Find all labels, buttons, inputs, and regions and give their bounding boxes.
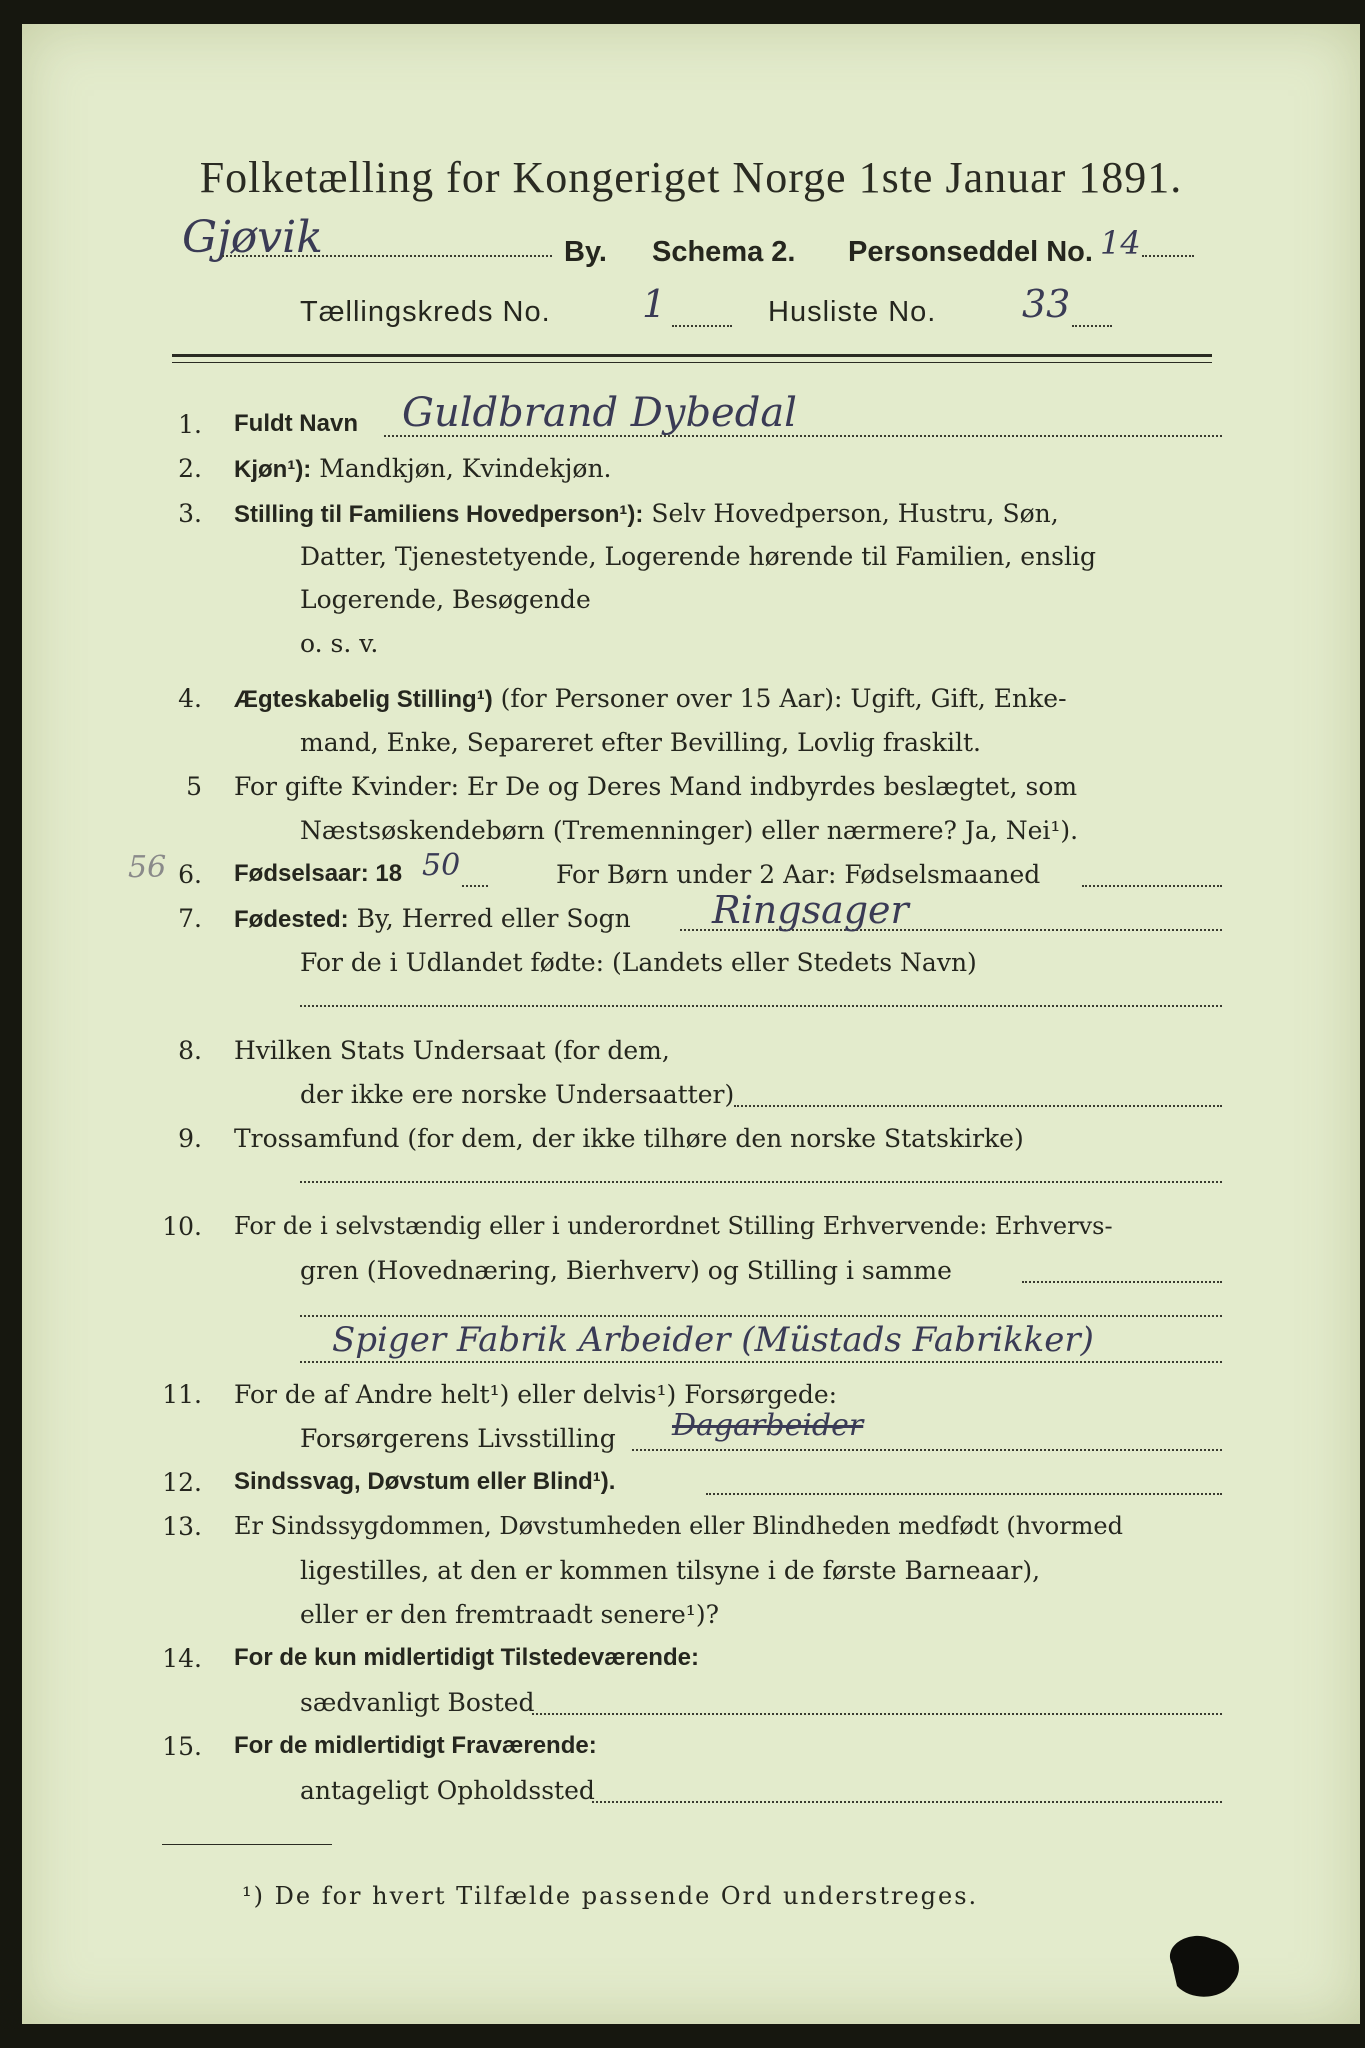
birthplace-handwritten: Ringsager [712,888,909,932]
item-number: 7. [178,904,202,933]
q11-text2: Forsørgerens Livsstilling [300,1424,616,1453]
item-number: 10. [162,1212,202,1241]
q4-line [234,684,1067,714]
kreds-number: 1 [642,282,667,326]
husliste-line [768,294,936,329]
q3-text4: o. s. v. [300,629,379,658]
q6-dots2 [1082,884,1222,887]
occupation-handwritten: Spiger Fabrik Arbeider (Müstads Fabrikker) [332,1320,1094,1360]
q11-text1: For de af Andre helt¹) eller delvis¹) Forsørgede: [234,1380,838,1409]
husliste-label: Husliste No. [768,296,937,328]
q1-label: Fuldt Navn [234,410,358,437]
personseddel-number: 14 [1100,224,1141,262]
q3-line [234,499,1059,529]
q15-text1: For de midlertidigt Fraværende: [234,1732,597,1759]
item-number: 1. [178,410,202,439]
q13-text1: Er Sindssygdommen, Døvstumheden eller Blindheden medfødt (hvormed [234,1512,1123,1540]
q9-dots [300,1180,1222,1183]
q11-dots [632,1448,1222,1451]
q7-label: Fødested: [234,906,349,933]
q7-text: By, Herred eller Sogn [356,904,631,933]
q10-text1: For de i selvstændig eller i underordnet Stilling Erhvervende: Erhvervs- [234,1212,1113,1240]
husliste-number: 33 [1022,282,1071,326]
q3-label: Stilling til Familiens Hovedperson¹): [234,501,644,528]
item-number: 14. [162,1644,202,1673]
by-label: By. [564,236,607,268]
q12-text: Sindssvag, Døvstum eller Blind¹). [234,1468,616,1495]
supporter-handwritten-struck: Dagarbeider [672,1408,864,1443]
q7-line [234,904,631,934]
q4-text2: mand, Enke, Separeret efter Bevilling, Lovlig fraskilt. [300,728,981,757]
q1-full-name-handwritten: Guldbrand Dybedal [402,390,797,436]
kreds-label: Tællingskreds No. [300,296,551,328]
q5-text2: Næstsøskendebørn (Tremenninger) eller nærmere? Ja, Nei¹). [300,816,1079,845]
item-number: 2. [178,454,202,483]
personseddel-label: Personseddel No. [848,236,1093,268]
city-handwritten: Gjøvik [182,212,323,263]
q13-text2: ligestilles, at den er kommen tilsyne i de første Barneaar), [300,1556,1041,1585]
city-dots [222,254,552,257]
q4-label: Ægteskabelig Stilling¹) [234,686,493,713]
q6-dots1 [462,884,488,887]
census-form [22,24,1360,2024]
margin-note: 56 [128,850,167,885]
q12-dots [706,1492,1222,1495]
birth-year-handwritten: 50 [422,848,461,883]
item-number: 9. [178,1124,202,1153]
husliste-dots [1072,324,1112,327]
q15-text2: antageligt Opholdssted [300,1776,595,1805]
q10-dots3 [300,1360,1222,1363]
item-number: 4. [178,684,202,713]
ink-blot [1152,1924,1252,2004]
personseddel-dots [1142,254,1194,257]
item-number: 6. [178,860,202,889]
q15-dots [592,1800,1222,1803]
footnote-rule [162,1844,332,1845]
q6-text [556,860,1040,889]
item-number: 12. [162,1468,202,1497]
kreds-dots [672,324,732,327]
q14-dots [532,1712,1222,1715]
q3-text3: Logerende, Besøgende [300,585,591,614]
header-rule-top [172,354,1212,357]
item-number: 13. [162,1512,202,1541]
q8-dots [734,1104,1222,1107]
form-title: Folketælling for Kongeriget Norge 1ste Januar 1891. [199,153,1183,202]
item-number: 11. [162,1380,202,1409]
q2-text: Mandkjøn, Kvindekjøn. [319,454,612,483]
item-number: 8. [178,1036,202,1065]
q5-text1: For gifte Kvinder: Er De og Deres Mand indbyrdes beslægtet, som [234,772,1078,801]
item-number: 5 [186,772,202,801]
q14-text2: sædvanligt Bosted [300,1688,535,1717]
q8-text1: Hvilken Stats Undersaat (for dem, [234,1036,670,1065]
kreds-line [300,294,551,329]
q7-dots2 [300,1004,1222,1007]
q2-line [234,454,612,484]
q3-text: Selv Hovedperson, Hustru, Søn, [651,499,1059,528]
q10-text2: gren (Hovednæring, Bierhverv) og Stilling i samme [300,1256,952,1285]
schema-label: Schema 2. [652,236,796,268]
item-number: 3. [178,499,202,528]
q13-text3: eller er den fremtraadt senere¹)? [300,1600,719,1629]
q6-text-label: For Børn under 2 Aar: Fødselsmaaned [556,860,1041,889]
q14-text1: For de kun midlertidigt Tilstedeværende: [234,1644,699,1671]
q3-text2: Datter, Tjenestetyende, Logerende hørende til Familien, enslig [300,542,1097,571]
q9-text: Trossamfund (for dem, der ikke tilhøre den norske Statskirke) [234,1124,1024,1153]
q10-dots1 [1022,1280,1222,1283]
item-number: 15. [162,1732,202,1761]
q8-text2: der ikke ere norske Undersaatter) [300,1080,735,1109]
q6-label: Fødselsaar: 18 [234,860,403,887]
q10-dots2 [300,1314,1222,1317]
q2-label: Kjøn¹): [234,456,312,483]
q4-text: (for Personer over 15 Aar): Ugift, Gift, Enke- [500,684,1067,713]
header-rule-bottom [172,362,1212,363]
q7-text2: For de i Udlandet fødte: (Landets eller Stedets Navn) [300,948,977,977]
footnote: ¹) De for hvert Tilfælde passende Ord understreges. [242,1882,979,1910]
